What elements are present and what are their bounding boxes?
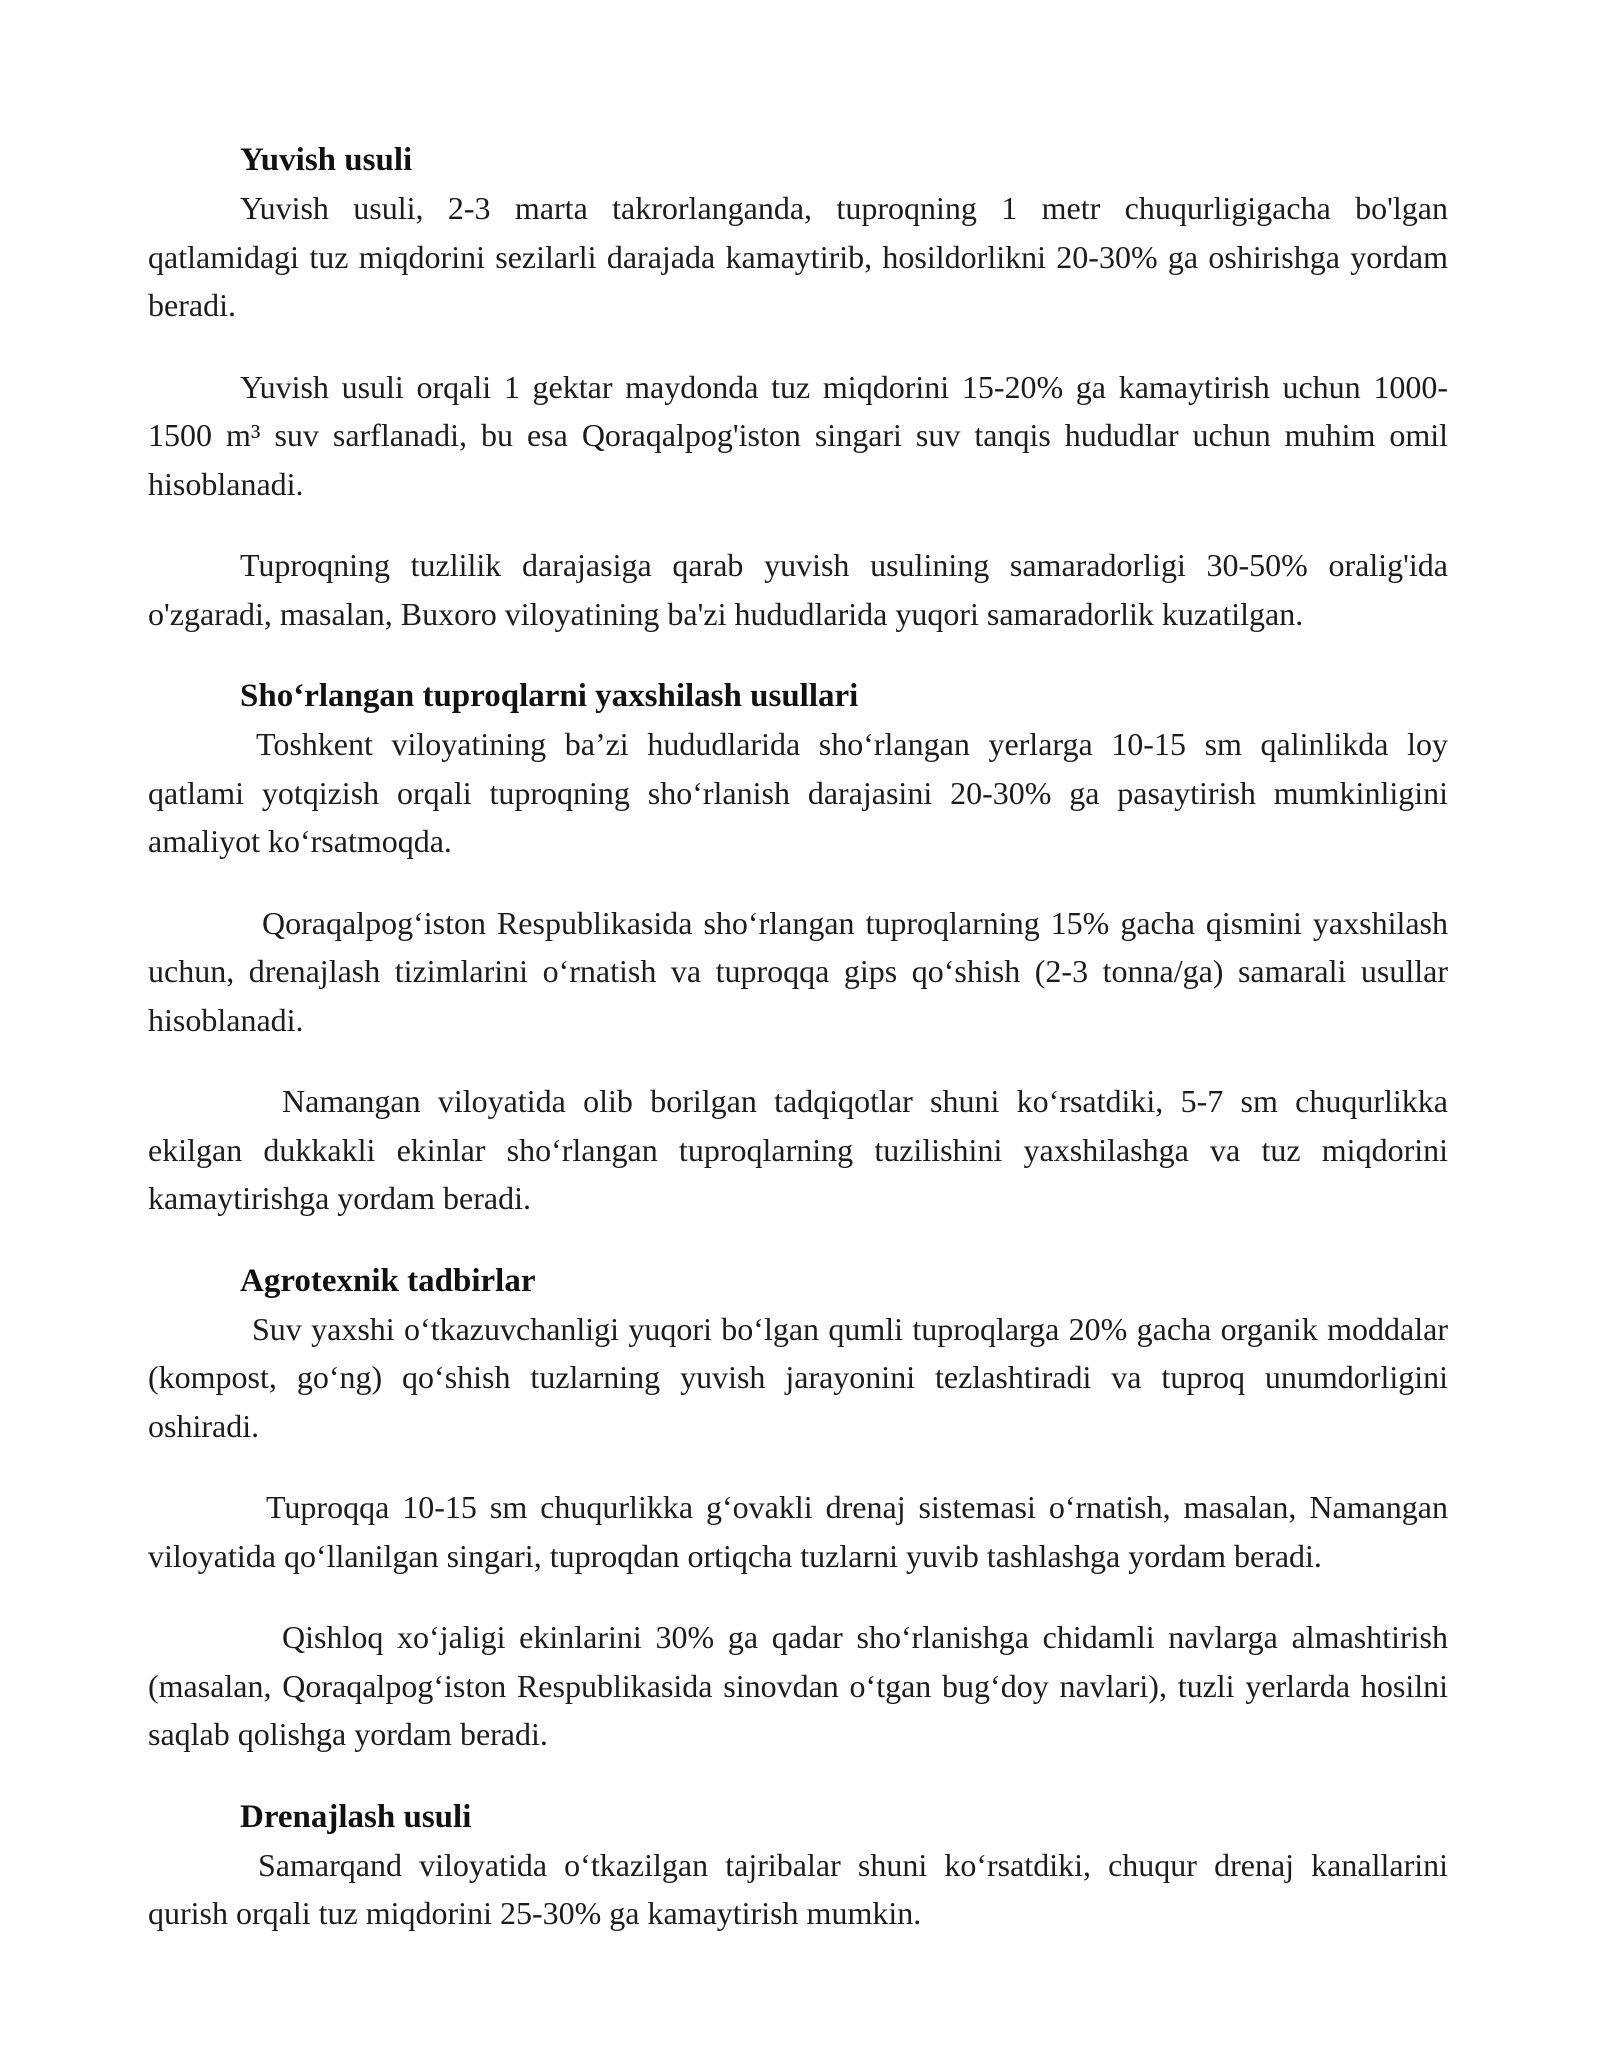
paragraph: Qoraqalpog‘iston Respublikasida sho‘rlangan tuproqlarning 15% gacha qismini yaxshilash uchun, drenajlash tizimlarini o‘rnatish va tuproqqa gips qo‘shish (2-3 tonna/ga) samarali usullar hisoblanadi. xyxy=(148,904,1448,1038)
section-heading: Sho‘rlangan tuproqlarni yaxshilash usullari xyxy=(240,678,859,714)
section-shorlangan-tuproqlar xyxy=(148,672,1448,1223)
paragraph: Toshkent viloyatining ba’zi hududlarida sho‘rlangan yerlarga 10-15 sm qalinlikda loy qatlami yotqizish orqali tuproqning sho‘rlanish darajasini 20-30% ga pasaytirish mumkinligini amaliyot ko‘rsatmoqda. xyxy=(148,726,1448,859)
section-heading: Drenajlash usuli xyxy=(240,1798,472,1835)
document-page xyxy=(148,136,1448,1938)
section-yuvish-usuli xyxy=(148,136,1448,638)
paragraph: Samarqand viloyatida o‘tkazilgan tajribalar shuni ko‘rsatdiki, chuqur drenaj kanallarini qurish orqali tuz miqdorini 25-30% ga kamaytirish mumkin. xyxy=(148,1846,1448,1931)
section-heading: Agrotexnik tadbirlar xyxy=(240,1262,536,1299)
section-agrotexnik-tadbirlar xyxy=(148,1257,1448,1759)
paragraph: Tuproqning tuzlilik darajasiga qarab yuvish usulining samaradorligi 30-50% oralig'ida o'zgaradi, masalan, Buxoro viloyatining ba'zi hududlarida yuqori samaradorlik kuzatilgan. xyxy=(148,547,1448,632)
section-drenajlash-usuli xyxy=(148,1793,1448,1938)
paragraph: Yuvish usuli, 2-3 marta takrorlanganda, tuproqning 1 metr chuqurligigacha bo'lgan qatlamidagi tuz miqdorini sezilarli darajada kamaytirib, hosildorlikni 20-30% ga oshirishga yordam beradi. xyxy=(148,190,1448,323)
paragraph: Suv yaxshi o‘tkazuvchanligi yuqori bo‘lgan qumli tuproqlarga 20% gacha organik moddalar (kompost, go‘ng) qo‘shish tuzlarning yuvish jarayonini tezlashtiradi va tuproq unumdorligini oshiradi. xyxy=(148,1310,1448,1444)
paragraph: Namangan viloyatida olib borilgan tadqiqotlar shuni ko‘rsatdiki, 5-7 sm chuqurlikka ekilgan dukkakli ekinlar sho‘rlangan tuproqlarning tuzilishini yaxshilashga va tuz miqdorini kamaytirishga yordam beradi. xyxy=(148,1083,1448,1216)
paragraph: Yuvish usuli orqali 1 gektar maydonda tuz miqdorini 15-20% ga kamaytirish uchun 1000-1500 m³ suv sarflanadi, bu esa Qoraqalpog'iston singari suv tanqis hududlar uchun muhim omil hisoblanadi. xyxy=(148,368,1448,502)
section-heading: Yuvish usuli xyxy=(240,142,413,178)
paragraph: Tuproqqa 10-15 sm chuqurlikka g‘ovakli drenaj sistemasi o‘rnatish, masalan, Namangan viloyatida qo‘llanilgan singari, tuproqdan ortiqcha tuzlarni yuvib tashlashga yordam beradi. xyxy=(148,1489,1448,1574)
paragraph: Qishloq xo‘jaligi ekinlarini 30% ga qadar sho‘rlanishga chidamli navlarga almashtirish (masalan, Qoraqalpog‘iston Respublikasida sinovdan o‘tgan bug‘doy navlari), tuzli yerlarda hosilni saqlab qolishga yordam beradi. xyxy=(148,1619,1448,1752)
